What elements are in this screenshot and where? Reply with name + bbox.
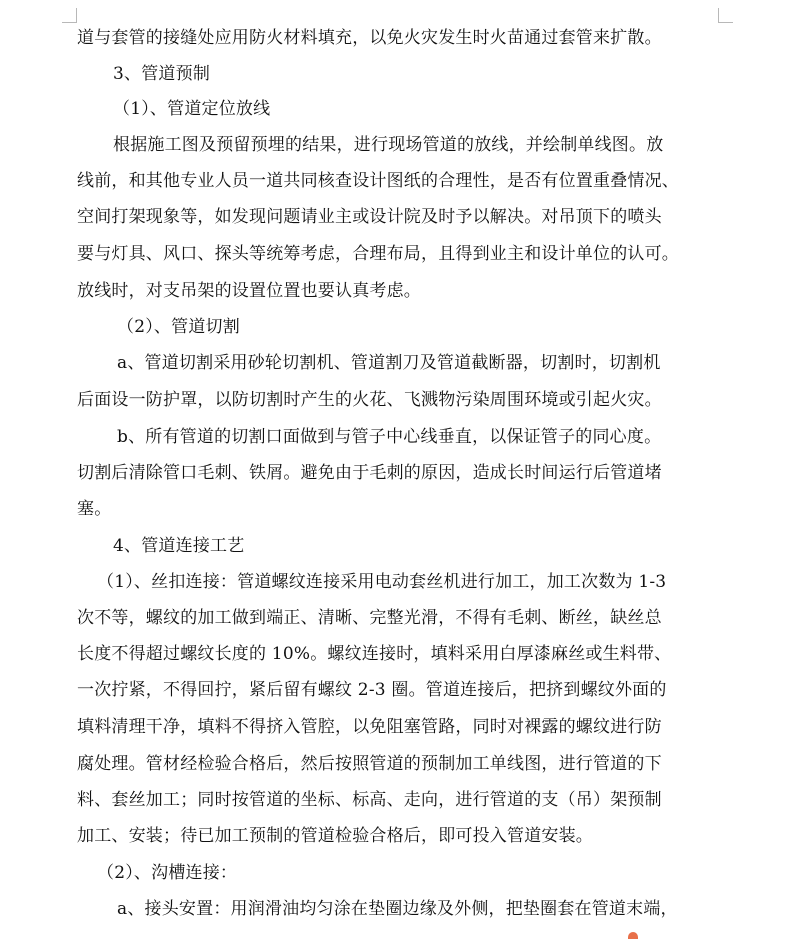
text-line: 一次拧紧，不得回拧，紧后留有螺纹 2-3 圈。管道连接后，把挤到螺纹外面的 [77,680,667,700]
crop-mark-top-left [62,8,77,23]
text-line: 填料清理干净，填料不得挤入管腔，以免阻塞管路，同时对裸露的螺纹进行防 [77,717,662,737]
text-line: 腐处理。管材经检验合格后，然后按照管道的预制加工单线图，进行管道的下 [77,754,662,774]
section-heading: 3、管道预制 [113,64,211,84]
section-heading: 4、管道连接工艺 [113,536,245,556]
crop-mark-top-right [718,8,733,23]
text-line: a、接头安置：用润滑油均匀涂在垫圈边缘及外侧，把垫圈套在管道末端， [117,899,678,919]
text-line: 塞。 [77,499,112,519]
text-line: 次不等，螺纹的加工做到端正、清晰、完整光滑，不得有毛刺、断丝，缺丝总 [77,608,662,628]
text-line: 料、套丝加工；同时按管道的坐标、标高、走向，进行管道的支（吊）架预制 [77,790,662,810]
page-corner-mark [628,932,638,939]
text-line: 要与灯具、风口、探头等统筹考虑，合理布局，且得到业主和设计单位的认可。 [77,244,679,264]
text-line: 根据施工图及预留预埋的结果，进行现场管道的放线，并绘制单线图。放 [113,135,664,155]
subsection-heading: （2）、管道切割 [117,317,240,337]
subsection-heading: （2）、沟槽连接： [97,863,238,883]
subsection-heading: （1）、管道定位放线 [113,99,271,119]
text-line: 线前，和其他专业人员一道共同核查设计图纸的合理性，是否有位置重叠情况、 [77,171,679,191]
text-line: b、所有管道的切割口面做到与管子中心线垂直，以保证管子的同心度。 [117,427,662,447]
text-line: 切割后清除管口毛刺、铁屑。避免由于毛刺的原因，造成长时间运行后管道堵 [77,463,662,483]
text-line: 放线时，对支吊架的设置位置也要认真考虑。 [77,281,421,301]
text-line: 空间打架现象等，如发现问题请业主或设计院及时予以解决。对吊顶下的喷头 [77,207,662,227]
text-line: 道与套管的接缝处应用防火材料填充，以免火灾发生时火苗通过套管来扩散。 [77,28,662,48]
subsection-heading: （1）、丝扣连接：管道螺纹连接采用电动套丝机进行加工，加工次数为 1-3 [97,572,667,592]
text-line: a、管道切割采用砂轮切割机、管道割刀及管道截断器，切割时，切割机 [117,353,661,373]
text-line: 长度不得超过螺纹长度的 10%。螺纹连接时，填料采用白厚漆麻丝或生料带、 [77,644,672,664]
text-line: 加工、安装；待已加工预制的管道检验合格后，即可投入管道安装。 [77,826,593,846]
text-line: 后面设一防护罩，以防切割时产生的火花、飞溅物污染周围环境或引起火灾。 [77,390,662,410]
